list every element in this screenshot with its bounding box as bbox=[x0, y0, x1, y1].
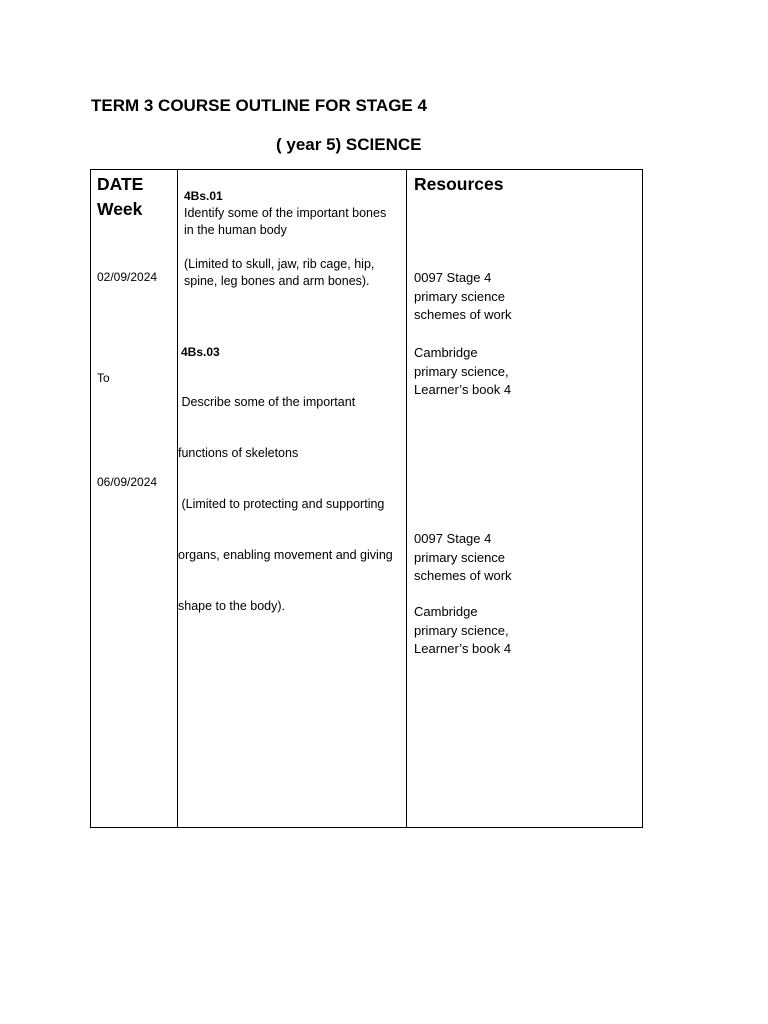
resource-book bbox=[414, 603, 511, 659]
resources-header: Resources bbox=[414, 174, 504, 194]
week-header-label: Week bbox=[97, 199, 143, 219]
column-divider bbox=[406, 169, 407, 828]
objective-description bbox=[184, 205, 386, 239]
objective-code: 4Bs.03 bbox=[181, 345, 220, 359]
resource-line: primary science bbox=[414, 549, 506, 565]
objective-line: organs, enabling movement and giving bbox=[178, 548, 393, 562]
page-title: TERM 3 COURSE OUTLINE FOR STAGE 4 bbox=[91, 96, 427, 115]
objective-code: 4Bs.01 bbox=[184, 189, 223, 203]
end-date: 06/09/2024 bbox=[97, 475, 158, 489]
resource-line: 0097 Stage 4 bbox=[414, 531, 492, 546]
date-header bbox=[97, 172, 143, 222]
resource-line: Learner’s book 4 bbox=[414, 641, 512, 656]
objective-line: functions of skeletons bbox=[178, 446, 299, 460]
objective-description bbox=[178, 360, 393, 632]
resource-line: schemes of work bbox=[414, 307, 512, 322]
objective-line: Describe some of the important bbox=[178, 395, 356, 409]
objective-line: shape to the body). bbox=[178, 599, 286, 613]
objective-note-line: spine, leg bones and arm bones). bbox=[184, 274, 370, 288]
resource-book bbox=[414, 344, 511, 400]
objective-note-line: (Limited to skull, jaw, rib cage, hip, bbox=[184, 257, 375, 271]
resource-line: Cambridge bbox=[414, 345, 478, 360]
objective-line: in the human body bbox=[184, 223, 287, 237]
resource-line: Learner’s book 4 bbox=[414, 382, 512, 397]
objective-line: (Limited to protecting and supporting bbox=[178, 497, 385, 511]
objective-line: Identify some of the important bones bbox=[184, 206, 387, 220]
resource-line: Cambridge bbox=[414, 604, 478, 619]
resource-line: primary science bbox=[414, 288, 506, 304]
resource-scheme bbox=[414, 530, 512, 586]
date-header-label: DATE bbox=[97, 174, 144, 194]
date-range-to: To bbox=[97, 371, 110, 385]
objective-note bbox=[184, 256, 374, 290]
page-subtitle: ( year 5) SCIENCE bbox=[276, 135, 422, 154]
resource-scheme bbox=[414, 269, 512, 325]
resource-line: primary science, bbox=[414, 363, 509, 379]
start-date: 02/09/2024 bbox=[97, 270, 158, 284]
resource-line: 0097 Stage 4 bbox=[414, 270, 492, 285]
resource-line: schemes of work bbox=[414, 568, 512, 583]
resource-line: primary science, bbox=[414, 622, 509, 638]
